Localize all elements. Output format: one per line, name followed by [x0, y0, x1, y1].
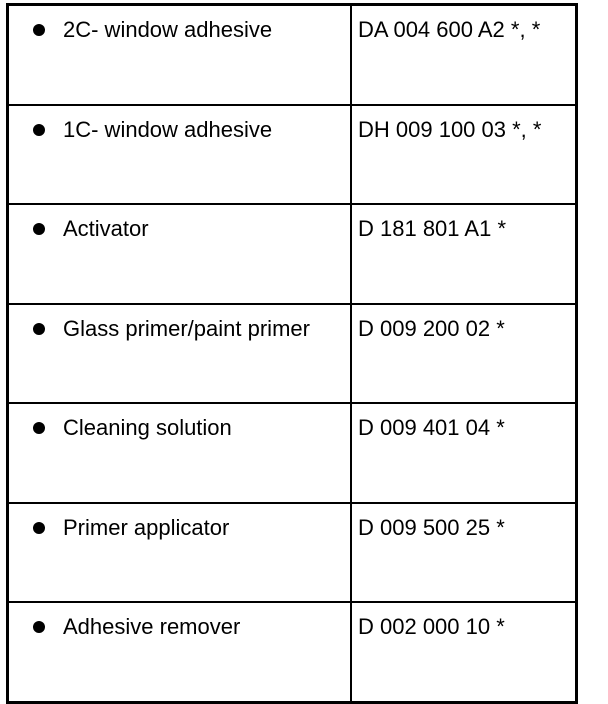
- part-number-cell: [351, 602, 577, 702]
- bullet-icon: [33, 24, 45, 36]
- part-number-cell: [351, 304, 577, 404]
- part-name: Glass primer/paint primer: [63, 315, 310, 341]
- part-name-cell: [8, 403, 352, 503]
- table-row: [8, 602, 577, 702]
- part-name: Activator: [63, 216, 149, 241]
- part-number: DA 004 600 A2 *, *: [358, 17, 541, 42]
- part-name: Primer applicator: [63, 514, 230, 540]
- part-name-cell: [8, 602, 352, 702]
- table-row: [8, 105, 577, 205]
- table-row: [8, 503, 577, 603]
- bullet-icon: [33, 522, 45, 534]
- part-number: DH 009 100 03 *, *: [358, 116, 542, 142]
- part-name-cell: [8, 503, 352, 603]
- part-name: 2C- window adhesive: [63, 17, 273, 42]
- part-number: D 009 401 04 *: [358, 415, 505, 440]
- part-name-cell: [8, 5, 352, 105]
- part-name: Cleaning solution: [63, 415, 232, 440]
- bullet-icon: [33, 621, 45, 633]
- part-number-cell: [351, 403, 577, 503]
- part-name: 1C- window adhesive: [63, 116, 273, 142]
- bullet-icon: [33, 223, 45, 235]
- bullet-icon: [33, 422, 45, 434]
- part-number: D 181 801 A1 *: [358, 216, 507, 241]
- part-name: Adhesive remover: [63, 614, 241, 639]
- part-name-cell: [8, 105, 352, 205]
- part-name-cell: [8, 204, 352, 304]
- part-number: D 009 500 25 *: [358, 514, 505, 540]
- part-number-cell: [351, 204, 577, 304]
- table-row: [8, 204, 577, 304]
- part-number: D 002 000 10 *: [358, 614, 505, 639]
- table-row: [8, 304, 577, 404]
- bullet-icon: [33, 124, 45, 136]
- part-name-cell: [8, 304, 352, 404]
- table-row: [8, 403, 577, 503]
- bullet-icon: [33, 323, 45, 335]
- part-number-cell: [351, 503, 577, 603]
- part-number-cell: [351, 105, 577, 205]
- table-row: [8, 5, 577, 105]
- part-number-cell: [351, 5, 577, 105]
- parts-table: [6, 3, 578, 704]
- part-number: D 009 200 02 *: [358, 315, 505, 341]
